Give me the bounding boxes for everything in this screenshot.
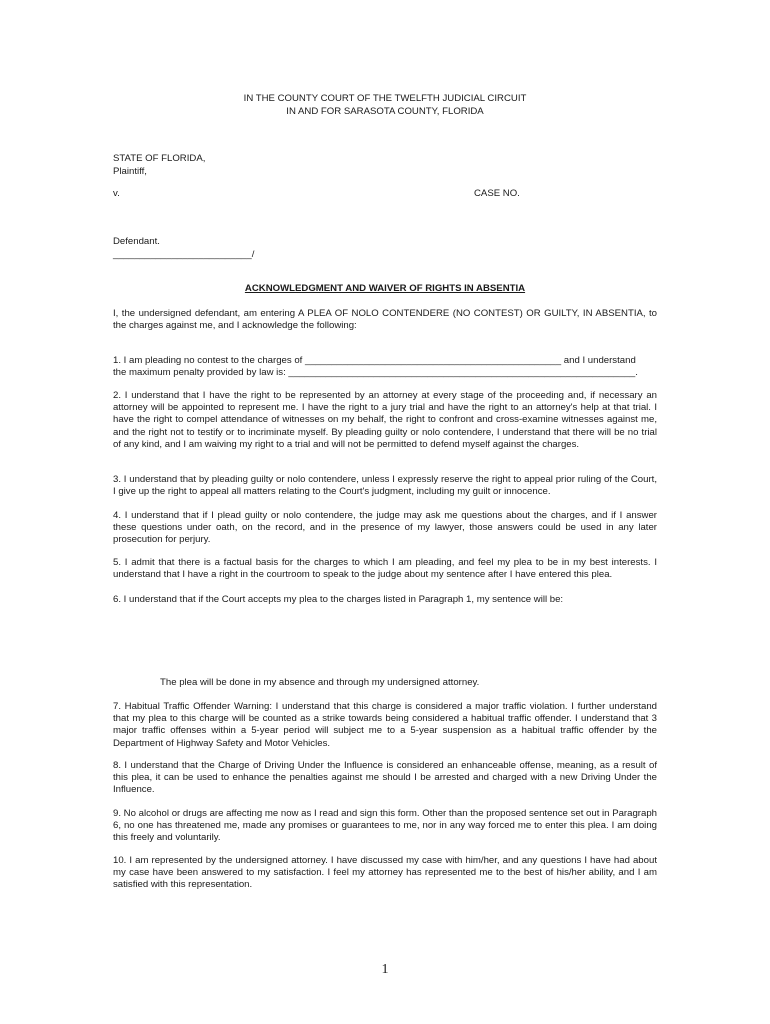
intro-paragraph: I, the undersigned defendant, am entering A PLEA OF NOLO CONTENDERE (NO CONTEST) OR GUILTY, IN ABSENTIA, to the charges against me, and I acknowledge the following: — [113, 308, 657, 332]
paragraph-9: 9. No alcohol or drugs are affecting me now as I read and sign this form. Other than the proposed sentence set out in Paragraph 6, no one has threatened me, made any promises or guarantees to me, nor in any way forced me to enter this plea. I am doing this freely and voluntarily. — [113, 808, 657, 844]
court-name: IN THE COUNTY COURT OF THE TWELFTH JUDICIAL CIRCUIT — [243, 93, 527, 104]
paragraph-6: 6. I understand that if the Court accepts my plea to the charges listed in Paragraph 1, my sentence will be: — [113, 594, 564, 605]
absence-note: The plea will be done in my absence and through my undersigned attorney. — [160, 677, 480, 688]
paragraph-10: 10. I am represented by the undersigned attorney. I have discussed my case with him/her, and any questions I have had about my case have been answered to my satisfaction. I feel my attorney has represented me to the best of his/her ability, and I am satisfied with this representation. — [113, 855, 657, 891]
paragraph-8: 8. I understand that the Charge of Driving Under the Influence is considered an enhanceable offense, meaning, as a result of this plea, it can be used to enhance the penalties against me should I be arrested and charged with a new Driving Under the Influence. — [113, 760, 657, 796]
paragraph-2: 2. I understand that I have the right to be represented by an attorney at every stage of the proceeding and, if necessary an attorney will be appointed to represent me. I have the right to a jury trial and have the right to an attorney's help at that trial. I have the right to compel attendance of witnesses on my behalf, the right to confront and cross-examine witnesses against me, and the right not to testify or to incriminate myself. By pleading guilty or nolo contendere, I understand that there will be no trial of any kind, and I am waiving my right to a trial and will not be permitted to defend myself against the charges. — [113, 390, 657, 450]
defendant-block — [113, 236, 254, 261]
paragraph-5: 5. I admit that there is a factual basis for the charges to which I am pleading, and feel my plea to be in my best interests. I understand that I have a right in the courtroom to speak to the judge about my sentence after I have entered this plea. — [113, 557, 657, 581]
paragraph-1-line-1: 1. I am pleading no contest to the charges of ________________________________________________ and I understand — [113, 355, 636, 366]
paragraph-1 — [113, 355, 657, 379]
court-county: IN AND FOR SARASOTA COUNTY, FLORIDA — [286, 105, 484, 117]
defendant-label: Defendant. — [113, 236, 160, 247]
paragraph-1-line-2: the maximum penalty provided by law is: _________________________________________________________________. — [113, 367, 638, 379]
case-number-label: CASE NO. — [474, 188, 520, 199]
defendant-signature-line: __________________________/ — [113, 248, 255, 260]
versus-label: v. — [113, 188, 120, 199]
plaintiff-block — [113, 153, 205, 178]
court-caption — [113, 93, 657, 118]
paragraph-3: 3. I understand that by pleading guilty or nolo contendere, unless I expressly reserve the right to appeal prior ruling of the Court, I give up the right to appeal all matters relating to the Court's judgment, including my guilt or innocence. — [113, 474, 657, 498]
page-number: 1 — [381, 962, 389, 977]
plaintiff-label: Plaintiff, — [113, 165, 147, 177]
plaintiff-name: STATE OF FLORIDA, — [113, 153, 206, 164]
document-title: ACKNOWLEDGMENT AND WAIVER OF RIGHTS IN ABSENTIA — [244, 283, 526, 294]
paragraph-4: 4. I understand that if I plead guilty or nolo contendere, the judge may ask me questions about the charges, and if I answer these questions under oath, on the record, and in the presence of my lawyer, those answers could be used in any later prosecution for perjury. — [113, 510, 657, 546]
paragraph-7: 7. Habitual Traffic Offender Warning: I understand that this charge is considered a major traffic violation. I further understand that my plea to this charge will be counted as a strike towards being considered a habitual traffic offender. I understand that 3 major traffic offenses within a 5-year period will subject me to a 5-year suspension as a habitual traffic offender by the Department of Highway Safety and Motor Vehicles. — [113, 701, 657, 749]
